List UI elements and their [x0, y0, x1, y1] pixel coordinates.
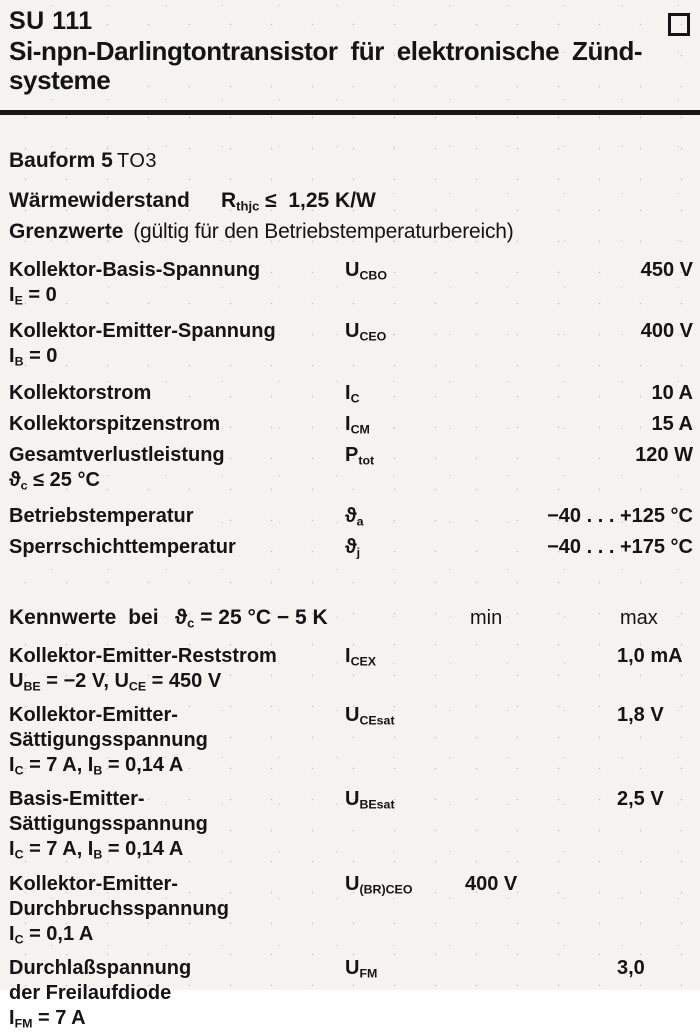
subscript: C — [350, 391, 360, 406]
subscript: B — [14, 354, 24, 369]
parameter-label-line: Betriebstemperatur — [9, 505, 194, 528]
parameter-label-line: $U_{BE} = -2$ V, $U_{CE} = 450$ V — [9, 669, 222, 693]
thermal-resistance-label: Wärmewiderstand — [9, 189, 190, 212]
subscript: CEO — [359, 329, 387, 344]
kennwert-row — [9, 644, 693, 699]
parameter-label — [9, 787, 344, 867]
subscript: CEX — [350, 653, 377, 668]
subscript: B — [93, 847, 103, 862]
limit-value: −40 . . . +175 °C — [547, 536, 693, 559]
grenzwerte-heading: Grenzwerte — [9, 220, 124, 243]
parameter-symbol: $U_{(BR)CEO}$ — [345, 872, 413, 896]
subscript: C — [14, 931, 24, 946]
limit-value: −40 . . . +125 °C — [547, 505, 693, 528]
part-number: SU 111 — [9, 7, 93, 35]
parameter-label — [9, 703, 344, 783]
parameter-label — [9, 504, 344, 529]
subscript: CM — [350, 422, 370, 437]
grenzwert-row — [9, 504, 693, 529]
package-label: Bauform 5 — [9, 149, 113, 172]
parameter-label-line: Kollektorspitzenstrom — [9, 412, 221, 435]
thermal-resistance-line — [9, 188, 693, 213]
parameter-label — [9, 258, 344, 313]
subscript: BEsat — [359, 797, 395, 812]
parameter-label-line: der Freilaufdiode — [9, 981, 172, 1004]
kennwerte-heading-line — [9, 605, 693, 636]
subscript: E — [14, 293, 23, 308]
parameter-label — [9, 872, 344, 952]
grenzwert-row — [9, 412, 693, 437]
kennwert-row — [9, 872, 693, 952]
parameter-symbol: $U_{CBO}$ — [345, 259, 387, 283]
subscript: tot — [358, 453, 375, 468]
limit-value: 15 A — [651, 412, 693, 435]
grenzwerte-heading-line — [9, 219, 693, 244]
subscript: c — [187, 615, 195, 631]
subscript: a — [356, 514, 364, 529]
limit-value: 400 V — [640, 320, 693, 343]
subscript: thjc — [236, 198, 260, 214]
kennwerte-table — [9, 644, 693, 1036]
kennwert-row — [9, 956, 693, 1036]
parameter-label — [9, 535, 344, 560]
parameter-label-line: $I_{FM} = 7$ A — [9, 1006, 86, 1031]
max-value: 3,0 — [617, 956, 645, 979]
max-value: 2,5 V — [617, 788, 664, 811]
limit-value: 450 V — [640, 259, 693, 281]
subscript: BE — [23, 678, 41, 693]
max-column-header: max — [620, 607, 658, 630]
parameter-label-line: Durchbruchsspannung — [9, 897, 230, 920]
parameter-label-line: $I_B = 0$ — [9, 345, 58, 369]
max-value: 1,8 V — [617, 703, 664, 726]
subscript: C — [14, 847, 24, 862]
parameter-label-line: $I_E = 0$ — [9, 284, 57, 308]
grenzwert-row — [9, 381, 693, 406]
min-column-header: min — [470, 607, 503, 630]
device-subtitle-line2: systeme — [9, 65, 111, 95]
parameter-label-line: Basis-Emitter- — [9, 788, 145, 811]
title-row — [9, 8, 693, 36]
parameter-label-line: $I_C = 7$ A, $I_B = 0,14$ A — [9, 838, 184, 862]
parameter-symbol: $U_{BEsat}$ — [345, 788, 395, 812]
parameter-label-line: Durchlaßspannung — [9, 956, 192, 979]
parameter-label-line: Sperrschichttemperatur — [9, 536, 236, 559]
limit-value: 120 W — [635, 443, 693, 466]
parameter-symbol: $I_C$ — [345, 381, 360, 406]
parameter-symbol: $U_{CEsat}$ — [345, 703, 395, 728]
package-value: TO3 — [117, 150, 158, 172]
subscript: (BR)CEO — [359, 881, 413, 896]
parameter-label-line: Kollektor-Emitter- — [9, 703, 178, 726]
kennwerte-heading: Kennwerte — [9, 606, 117, 630]
parameter-symbol: $I_{CEX}$ — [345, 644, 377, 668]
parameter-label-line: Kollektor-Basis-Spannung — [9, 259, 261, 281]
corner-square-icon — [668, 13, 690, 36]
parameter-label-line: Kollektor-Emitter- — [9, 872, 178, 895]
thermal-resistance-value: $R_{thjc} \le 1,25$ K/W — [221, 189, 376, 214]
kennwert-row — [9, 787, 693, 867]
parameter-label-line: Sättigungsspannung — [9, 728, 208, 751]
grenzwert-row — [9, 319, 693, 374]
parameter-label — [9, 956, 344, 1036]
parameter-symbol: $U_{FM}$ — [345, 956, 378, 981]
parameter-label-line: Kollektorstrom — [9, 381, 152, 404]
kennwert-row — [9, 703, 693, 783]
parameter-label-line: $I_C = 7$ A, $I_B = 0,14$ A — [9, 753, 184, 778]
grenzwert-row — [9, 443, 693, 498]
parameter-symbol: $I_{CM}$ — [345, 412, 370, 437]
kennwerte-condition: bei $ϑ_c = 25$ °C − 5 K — [128, 606, 328, 631]
package-line — [9, 148, 693, 173]
parameter-label-line: Sättigungsspannung — [9, 813, 208, 836]
grenzwert-row — [9, 258, 693, 313]
grenzwert-row — [9, 535, 693, 560]
subscript: c — [20, 478, 28, 493]
device-subtitle — [9, 37, 693, 95]
parameter-label-line: $ϑ_c \le 25$ °C — [9, 468, 100, 493]
max-value: 1,0 mA — [617, 644, 683, 667]
parameter-label-line: $I_C = 0,1$ A — [9, 922, 94, 946]
grenzwerte-note: (gültig für den Betriebstemperaturbereich) — [133, 220, 514, 243]
parameter-symbol: $ϑ_a$ — [345, 505, 364, 529]
parameter-label — [9, 443, 344, 498]
parameter-label — [9, 644, 344, 699]
subscript: FM — [359, 966, 378, 981]
grenzwerte-table — [9, 258, 693, 560]
parameter-label — [9, 319, 344, 374]
parameter-label-line: Kollektor-Emitter-Spannung — [9, 320, 276, 343]
parameter-label — [9, 381, 344, 406]
subscript: CBO — [359, 268, 387, 283]
subscript: FM — [14, 1016, 33, 1031]
parameter-label-line: Kollektor-Emitter-Reststrom — [9, 644, 277, 667]
title-divider — [0, 110, 700, 115]
subscript: B — [93, 763, 103, 778]
parameter-symbol: $P_{tot}$ — [345, 443, 375, 468]
parameter-symbol: $U_{CEO}$ — [345, 320, 387, 344]
subscript: CEsat — [359, 713, 395, 728]
subscript: CE — [128, 678, 147, 693]
parameter-label — [9, 412, 344, 437]
subscript: C — [14, 763, 24, 778]
min-value: 400 V — [465, 872, 518, 895]
subscript: j — [356, 545, 361, 560]
parameter-label-line: Gesamtverlustleistung — [9, 443, 225, 466]
device-subtitle-line1: Si-npn-Darlingtontransistor für elektronische Zünd- — [9, 36, 643, 66]
limit-value: 10 A — [651, 381, 693, 404]
parameter-symbol: $ϑ_j$ — [345, 536, 361, 560]
